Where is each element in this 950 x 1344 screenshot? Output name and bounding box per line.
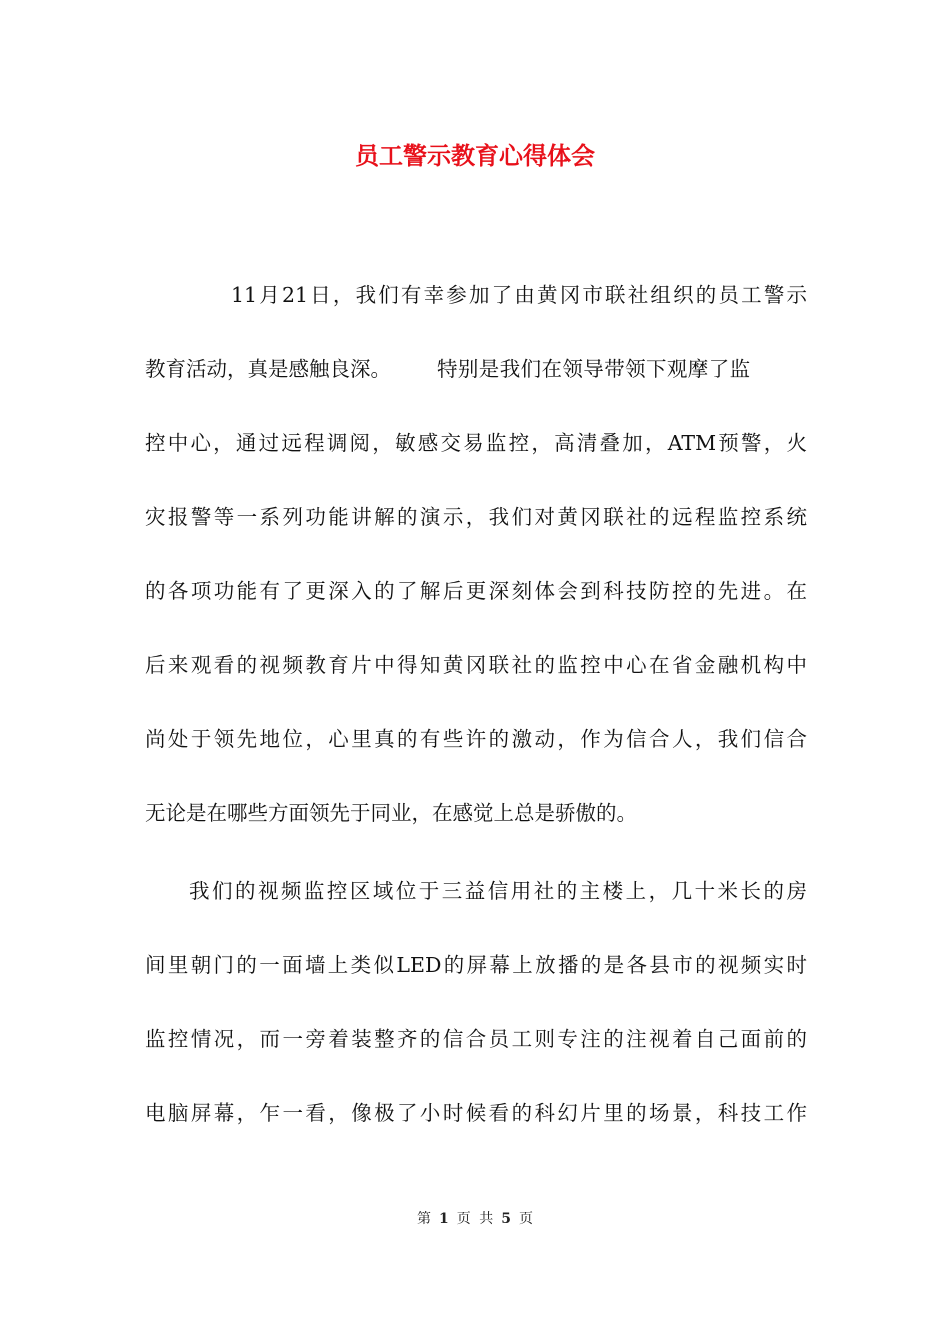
paragraph-2 [145,854,807,1150]
text-segment: 教育活动，真是感触良深。 [145,357,391,381]
text-segment: 特别是我们在领导带领下观摩了监 [437,357,751,381]
total-page-number: 5 [501,1211,511,1227]
text-line: 尚处于领先地位，心里真的有些许的激动，作为信合人，我们信合 [145,727,807,751]
page-footer [0,1208,950,1228]
text-line: 控中心，通过远程调阅，敏感交易监控，高清叠加，ATM预警，火 [145,431,807,455]
text-line: 间里朝门的一面墙上类似LED的屏幕上放播的是各县市的视频实时 [145,953,807,977]
paragraph-1 [145,258,807,850]
current-page-number: 1 [439,1211,449,1227]
footer-page-word: 页 [456,1211,471,1227]
footer-prefix: 第 [417,1211,432,1227]
text-line: 我们的视频监控区域位于三益信用社的主楼上，几十米长的房 [189,879,807,903]
text-line: 无论是在哪些方面领先于同业，在感觉上总是骄傲的。 [145,801,637,825]
text-line: 灾报警等一系列功能讲解的演示，我们对黄冈联社的远程监控系统 [145,505,807,529]
footer-total-word: 共 [479,1211,494,1227]
text-line: 后来观看的视频教育片中得知黄冈联社的监控中心在省金融机构中 [145,653,807,677]
text-line: 的各项功能有了更深入的了解后更深刻体会到科技防控的先进。在 [145,579,807,603]
text-line: 11月21日，我们有幸参加了由黄冈市联社组织的员工警示 [231,283,807,307]
document-title: 员工警示教育心得体会 [355,141,595,170]
footer-suffix: 页 [518,1211,533,1227]
text-line [145,332,807,406]
text-line: 监控情况，而一旁着装整齐的信合员工则专注的注视着自己面前的 [145,1027,807,1051]
text-line: 电脑屏幕，乍一看，像极了小时候看的科幻片里的场景，科技工作 [145,1101,807,1125]
